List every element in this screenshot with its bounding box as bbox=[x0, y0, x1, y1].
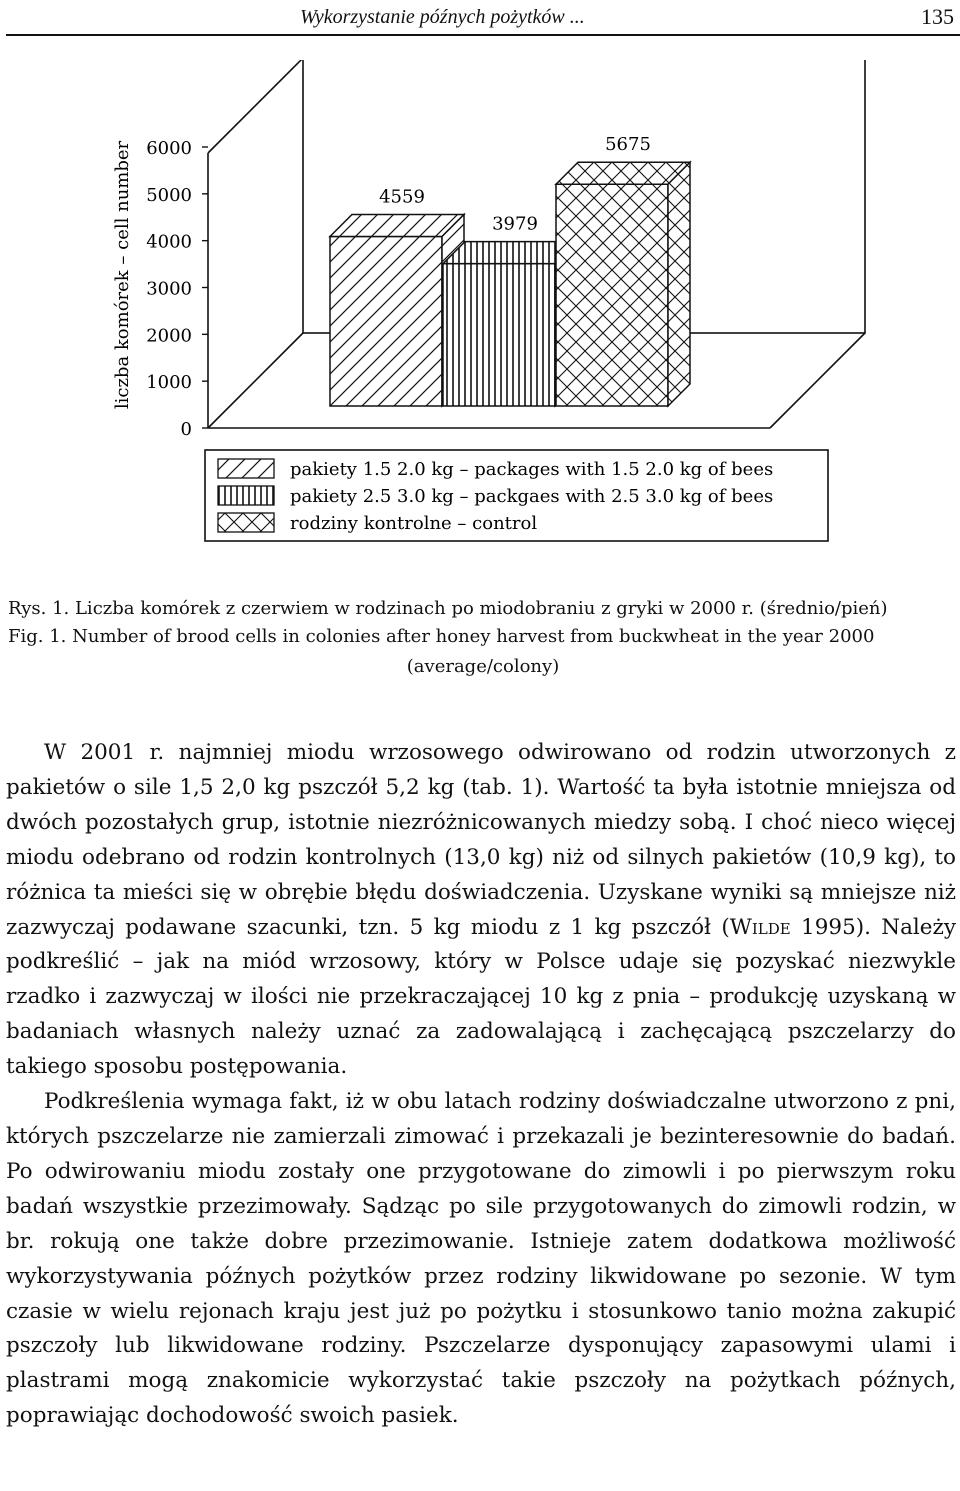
legend-entry: rodziny kontrolne – control bbox=[290, 513, 538, 534]
brood-cells-chart bbox=[0, 60, 960, 550]
bar-side-face bbox=[668, 162, 690, 406]
figure-caption-en-line1: Fig. 1. Number of brood cells in colonies after honey harvest from buckwheat in the year 2000 bbox=[8, 626, 875, 647]
legend bbox=[205, 450, 828, 541]
bar-data-label: 5675 bbox=[605, 134, 651, 156]
legend-entry: pakiety 1.5 2.0 kg – packages with 1.5 2.0 kg of bees bbox=[290, 459, 774, 480]
y-tick-label: 0 bbox=[180, 419, 192, 440]
y-axis-ticks bbox=[146, 138, 208, 440]
legend-swatch bbox=[218, 459, 274, 478]
paragraph-1 bbox=[6, 736, 956, 1085]
y-tick-label: 6000 bbox=[146, 138, 192, 159]
body-text bbox=[6, 736, 956, 1434]
bar-front-face bbox=[330, 236, 442, 406]
legend-entry: pakiety 2.5 3.0 kg – packgaes with 2.5 3.0 kg of bees bbox=[290, 486, 774, 507]
bar-front-face bbox=[443, 264, 555, 406]
legend-swatch bbox=[218, 513, 274, 532]
y-tick-label: 2000 bbox=[146, 325, 192, 347]
bar-top-face bbox=[556, 162, 690, 184]
running-header bbox=[0, 0, 960, 36]
paragraph-1-part-a: W 2001 r. najmniej miodu wrzosowego odwirowano od rodzin utworzonych z pakietów o sile 1,5 2,0 kg pszczół 5,2 kg (tab. 1). Wartość ta była istotnie mniejsza od dwóch pozostałych grup, istotnie niezróżnicowanych miedzy sobą. I choć nieco więcej miodu odebrano od rodzin kontrolnych (13,0 kg) niż od silnych pakietów (10,9 kg), to różnica ta mieści się w obrębie błędu doświadczenia. Uzyskane wyniki są mniejsze niż zazwyczaj podawane szacunki, tzn. 5 kg miodu z 1 kg pszczół ( bbox=[6, 740, 956, 940]
bar bbox=[556, 162, 690, 406]
y-tick-label: 4000 bbox=[146, 231, 192, 253]
paragraph-2: Podkreślenia wymaga fakt, iż w obu latach rodziny doświadczalne utworzono z pni, których pszczelarze nie zamierzali zimować i przekazali je bezinteresownie do badań. Po odwirowaniu miodu zostały one przygotowane do zimowli i po pierwszym roku badań wszystkie przezimowały. Sądząc po sile przygotowanych do zimowli rodzin, w br. rokują one także dobre przezimowanie. Istnieje zatem dodatkowa możliwość wykorzystywania późnych pożytków przez rodziny likwidowane po sezonie. W tym czasie w wielu rejonach kraju jest już po pożytku i stosunkowo tanio można zakupić pszczoły lub likwidowane rodziny. Pszczelarze dysponujący zapasowymi ulami i plastrami mogą znakomicie wykorzystać takie pszczoły na pożytkach późnych, poprawiając dochodowość swoich pasiek. bbox=[6, 1089, 956, 1429]
running-title: Wykorzystanie późnych pożytków ... bbox=[300, 6, 585, 28]
citation-author: Wilde bbox=[729, 914, 791, 940]
figure-caption-pl: Rys. 1. Liczba komórek z czerwiem w rodzinach po miodobraniu z gryki w 2000 r. (średnio/pień) bbox=[8, 598, 888, 619]
chart-floor-left bbox=[208, 333, 303, 428]
y-tick-label: 3000 bbox=[146, 278, 192, 300]
y-axis-label: liczba komórek – cell number bbox=[112, 140, 133, 410]
bar-data-label: 4559 bbox=[379, 186, 425, 208]
header-rule bbox=[6, 34, 960, 36]
chart-left-top-edge bbox=[208, 60, 303, 153]
chart-floor-right bbox=[770, 333, 865, 428]
y-tick-label: 1000 bbox=[146, 372, 192, 394]
y-tick-label: 5000 bbox=[146, 184, 192, 206]
legend-swatch bbox=[218, 486, 274, 505]
bar-front-face bbox=[556, 184, 668, 406]
figure-caption-en-line2: (average/colony) bbox=[406, 656, 560, 677]
bar-data-label: 3979 bbox=[492, 213, 538, 235]
bar-top-face bbox=[330, 214, 464, 236]
figure-caption-en bbox=[8, 622, 958, 682]
page-number: 135 bbox=[921, 4, 954, 29]
paragraph-1-part-b: 1995). Należy podkreślić – jak na miód wrzosowy, który w Polsce udaje się pozyskać niezwykle rzadko i zazwyczaj w ilości nie przekraczającej 10 kg z pnia – produkcję uzyskaną w badaniach własnych należy uznać za zadowalającą i zachęcającą pszczelarzy do takiego sposobu postępowania. bbox=[6, 914, 956, 1080]
